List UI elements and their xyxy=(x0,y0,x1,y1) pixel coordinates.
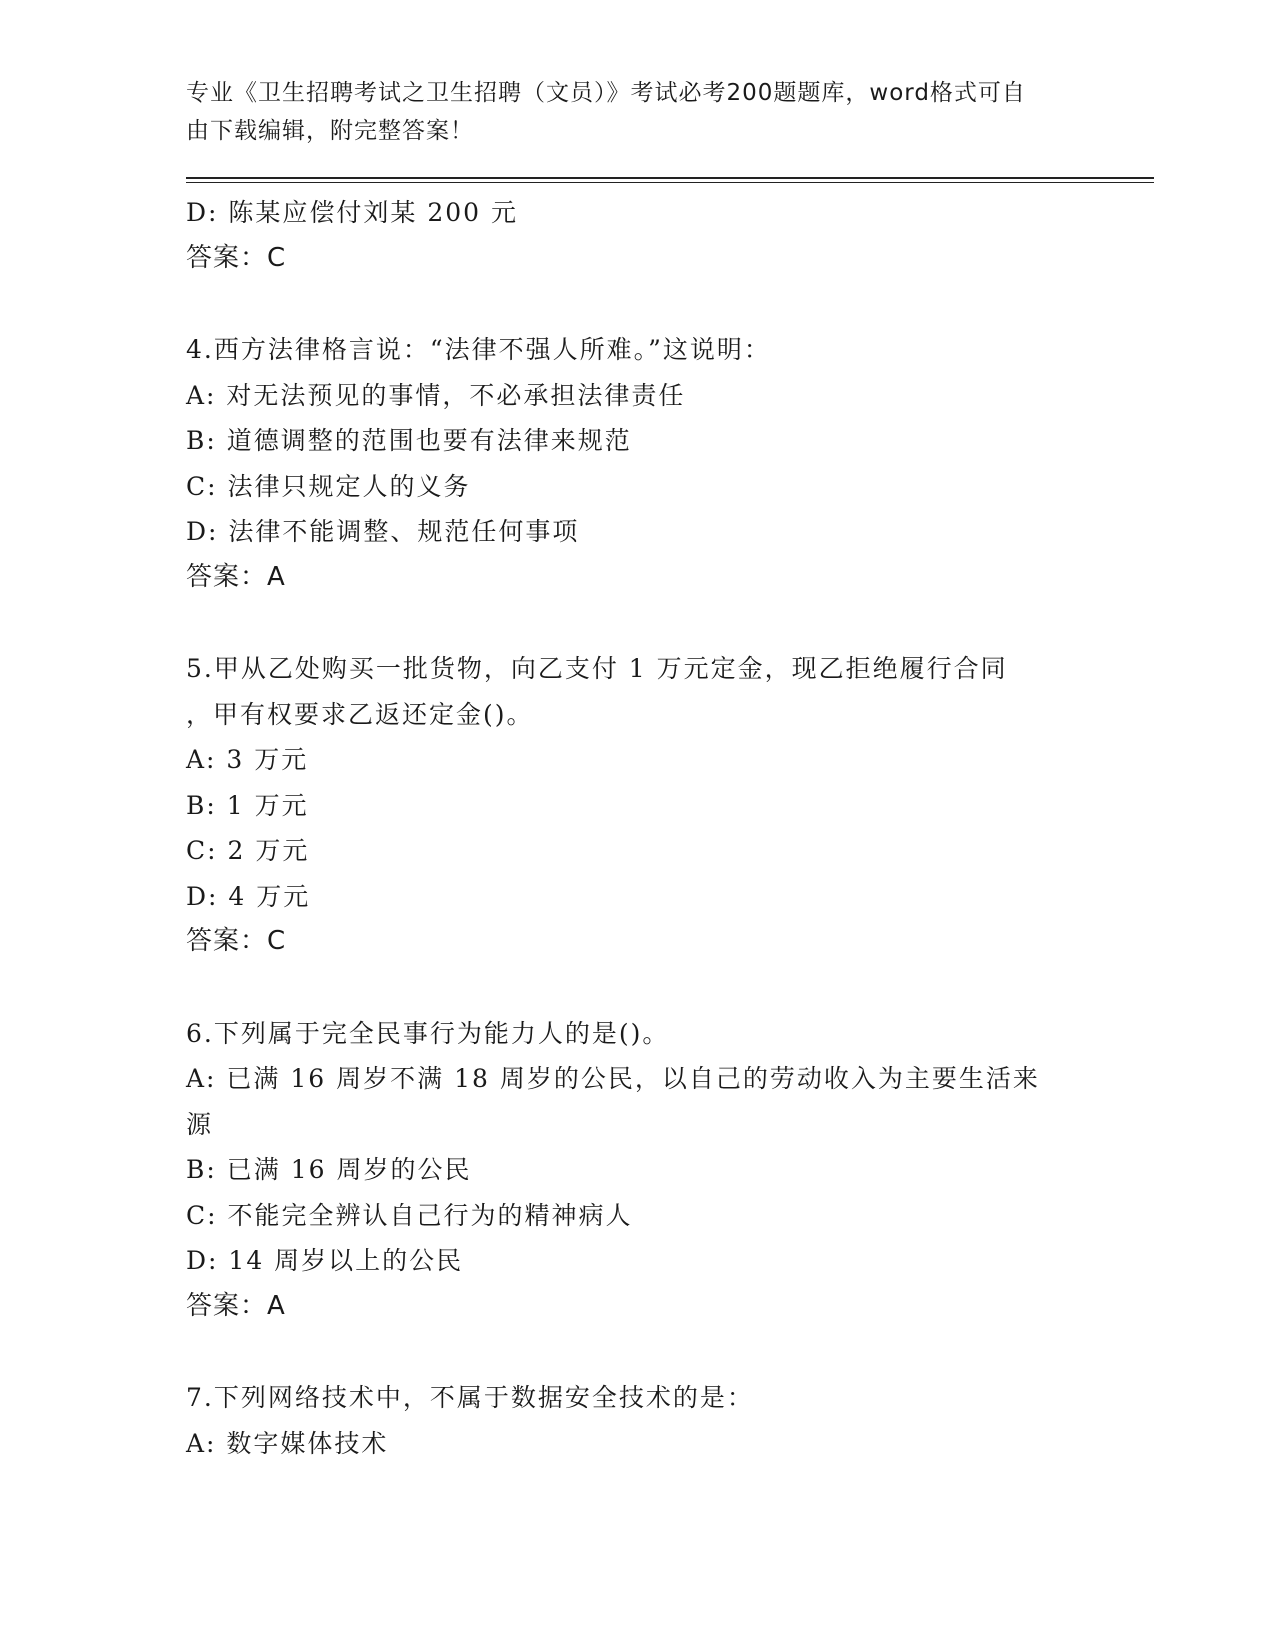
question-block-4 xyxy=(186,327,1106,600)
document-header xyxy=(186,74,1086,150)
answer-line: 答案：A xyxy=(186,1290,286,1321)
spacer xyxy=(186,1329,1106,1375)
spacer xyxy=(186,965,1106,1011)
option-line: D: 4 万元 xyxy=(186,881,311,911)
header-line-1: 专业《卫生招聘考试之卫生招聘（文员）》考试必考200题题库，word格式可自 xyxy=(186,80,1026,106)
option-line: D: 陈某应偿付刘某 200 元 xyxy=(186,198,519,227)
option-line: A: 数字媒体技术 xyxy=(186,1428,389,1458)
option-line: A: 3 万元 xyxy=(186,745,309,774)
question-stem: 7.下列网络技术中，不属于数据安全技术的是： xyxy=(186,1383,754,1412)
question-block-3-tail xyxy=(186,190,1106,281)
option-line: B: 已满 16 周岁的公民 xyxy=(186,1155,472,1184)
option-line-continued: 源 xyxy=(186,1109,214,1139)
option-line: C: 法律只规定人的义务 xyxy=(186,471,471,501)
question-stem: 5.甲从乙处购买一批货物，向乙支付 1 万元定金，现乙拒绝履行合同 xyxy=(186,654,1008,683)
header-divider-thin xyxy=(186,182,1154,183)
header-divider-thick xyxy=(186,177,1154,179)
question-list xyxy=(186,190,1106,1466)
answer-line: 答案：C xyxy=(186,242,287,273)
answer-line: 答案：A xyxy=(186,561,286,592)
question-block-6 xyxy=(186,1011,1106,1330)
option-line: D: 法律不能调整、规范任何事项 xyxy=(186,517,580,546)
question-block-5 xyxy=(186,646,1106,965)
question-stem: 4.西方法律格言说：“法律不强人所难。”这说明： xyxy=(186,335,771,364)
spacer xyxy=(186,281,1106,327)
option-line: B: 1 万元 xyxy=(186,790,309,820)
option-line: C: 2 万元 xyxy=(186,836,310,865)
header-line-2: 由下载编辑，附完整答案！ xyxy=(186,118,474,144)
spacer xyxy=(186,600,1106,646)
option-line: D: 14 周岁以上的公民 xyxy=(186,1246,464,1275)
question-block-7 xyxy=(186,1375,1106,1466)
question-stem: 6.下列属于完全民事行为能力人的是()。 xyxy=(186,1018,670,1048)
option-line: A: 对无法预见的事情，不必承担法律责任 xyxy=(186,380,686,410)
option-line: A: 已满 16 周岁不满 18 周岁的公民，以自己的劳动收入为主要生活来 xyxy=(186,1064,1040,1093)
answer-line: 答案：C xyxy=(186,926,287,956)
option-line: B: 道德调整的范围也要有法律来规范 xyxy=(186,426,632,455)
option-line: C: 不能完全辨认自己行为的精神病人 xyxy=(186,1200,633,1230)
question-stem-continued: ，甲有权要求乙返还定金()。 xyxy=(186,699,534,729)
